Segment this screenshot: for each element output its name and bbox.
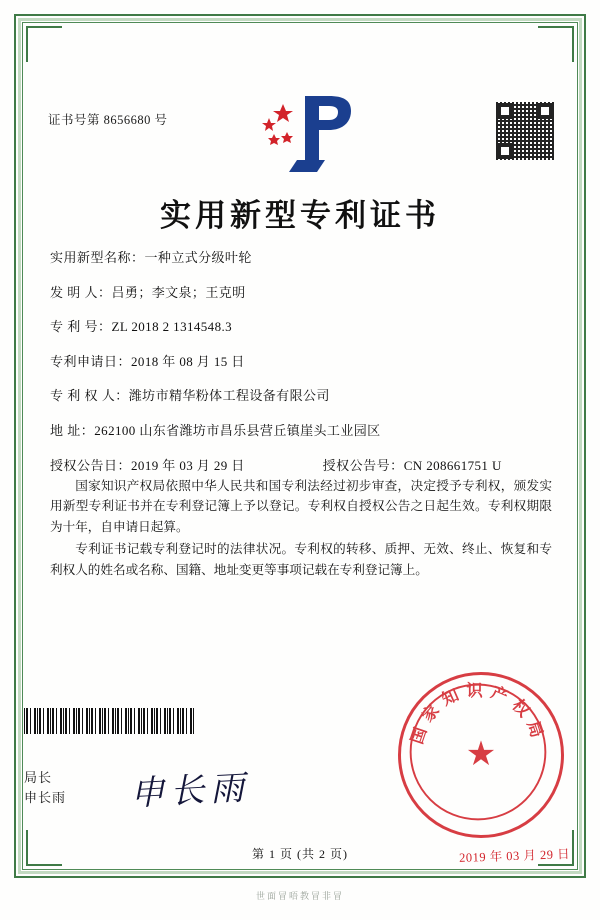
barcode [24,708,194,734]
field-row-application-date [50,354,554,370]
field-row-grant-announcement [50,458,554,474]
director-name-label: 申长雨 [24,789,67,805]
legal-paragraph-1: 国家知识产权局依照中华人民共和国专利法经过初步审查，决定授予专利权，颁发实用新型专利证书并在专利登记簿上予以登记。专利权自授权公告之日起生效。专利权期限为十年，自申请日起算。 [50,479,552,534]
grant-date-value: 2019 年 03 月 29 日 [131,457,245,473]
field-value: 一种立式分级叶轮 [144,250,252,265]
field-row-patentee [50,388,554,404]
field-row-patent-number [50,319,554,335]
field-value: 262100 山东省潍坊市昌乐县营丘镇崖头工业园区 [94,422,381,438]
field-row-address [50,423,554,439]
corner-ornament-top-right [538,26,574,62]
footer-watermark-note: 世面冒唔教冒非冒 [255,891,344,901]
page-title: 实用新型专利证书 [160,198,440,233]
signature-block [24,768,66,808]
cnipa-logo-icon [225,86,375,172]
seal-star-icon: ★ [465,736,497,773]
field-label: 发 明 人： [50,284,112,300]
field-value: 2018 年 08 月 15 日 [131,353,245,369]
field-label: 地 址： [50,422,95,438]
seal-date: 2019 年 03 月 29 日 [458,847,571,865]
certificate-number: 证书号第 8656680 号 [48,113,168,127]
field-row-utility-model-name [50,250,554,266]
field-row-inventors [50,285,554,301]
field-value: 吕勇；李文泉；王克明 [111,284,246,300]
field-label: 专利申请日： [50,353,132,369]
grant-date-label: 授权公告日： [50,457,132,473]
corner-ornament-top-left [26,26,62,62]
seal-ring [401,675,561,835]
grant-number-label: 授权公告号： [322,457,404,473]
page-number: 第 1 页 (共 2 页) [252,847,348,861]
certificate-fields [50,250,554,492]
field-label: 专 利 权 人： [50,388,129,404]
field-value: ZL 2018 2 1314548.3 [111,319,233,335]
field-value: 潍坊市精华粉体工程设备有限公司 [128,388,330,404]
handwritten-signature: 申长雨 [129,769,252,814]
legal-text [50,476,552,582]
field-label: 实用新型名称： [50,250,145,265]
grant-number-value: CN 208661751 U [403,457,502,473]
qr-code-icon [496,102,554,160]
legal-paragraph-2: 专利证书记载专利登记时的法律状况。专利权的转移、质押、无效、终止、恢复和专利权人的姓名或名称、国籍、地址变更等事项记载在专利登记簿上。 [50,542,552,577]
director-title-label: 局长 [24,769,53,785]
official-seal [398,672,564,838]
field-label: 专 利 号： [50,319,112,335]
svg-text:国家知识产权局: 国家知识产权局 [407,681,549,747]
